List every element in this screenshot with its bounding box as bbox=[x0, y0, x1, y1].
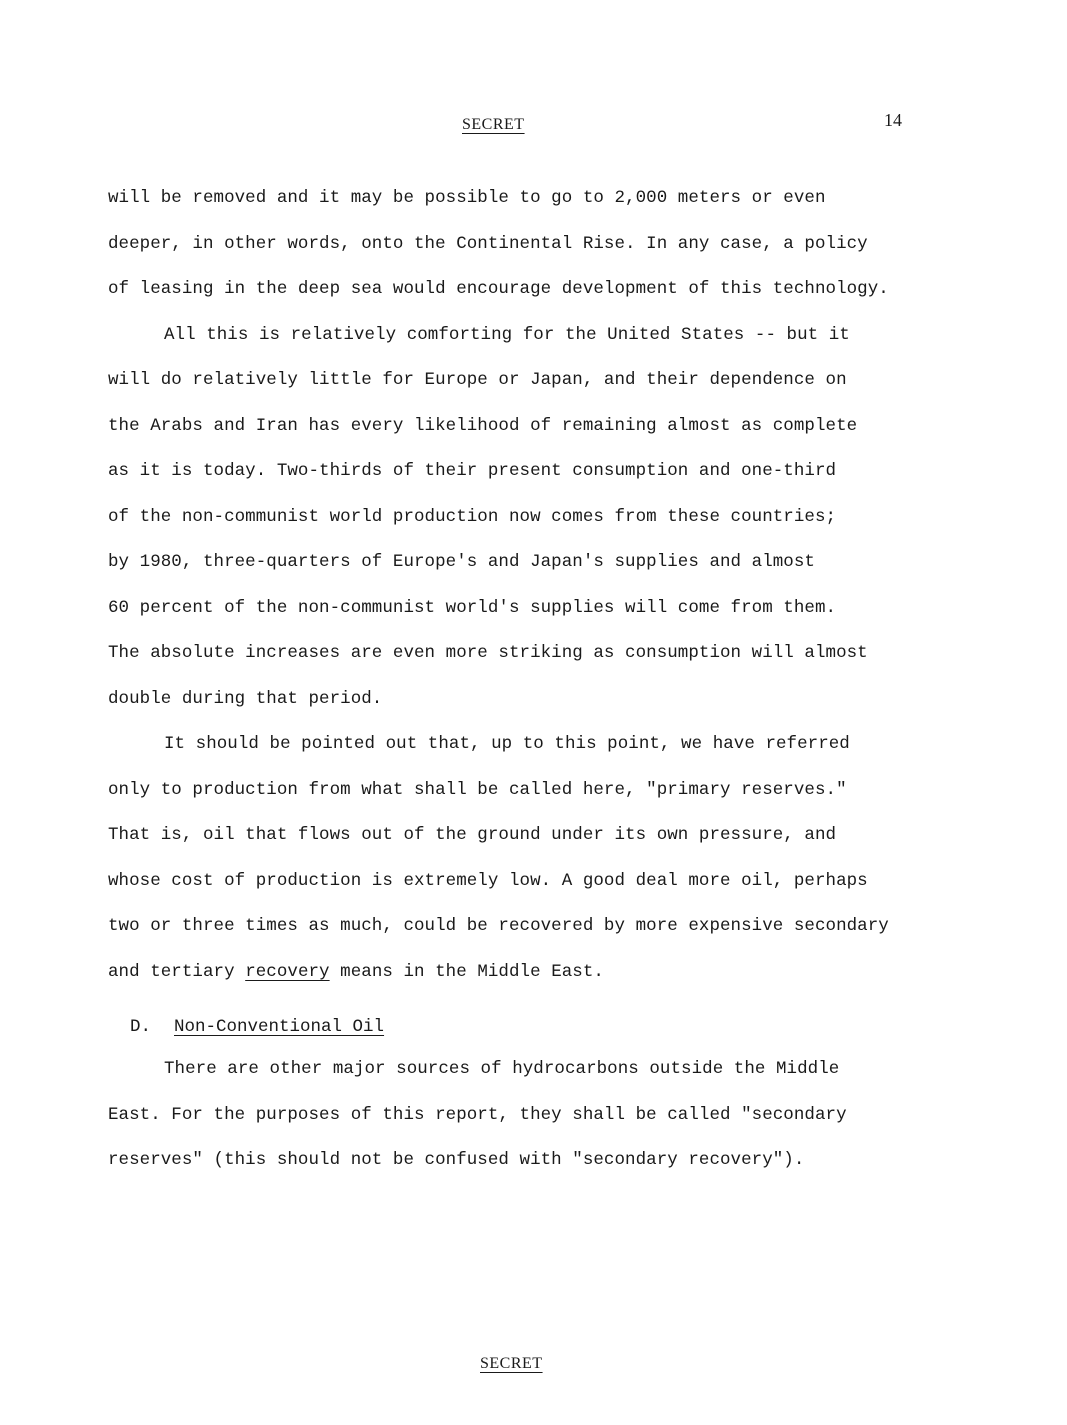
text-line-mixed bbox=[108, 950, 958, 996]
text-line: reserves" (this should not be confused with "secondary recovery"). bbox=[108, 1150, 805, 1170]
text-line: two or three times as much, could be recovered by more expensive secondary bbox=[108, 916, 889, 936]
text-line: double during that period. bbox=[108, 688, 383, 709]
page-number: 14 bbox=[884, 110, 902, 130]
section-letter: D. bbox=[130, 1017, 152, 1037]
text-span: and tertiary bbox=[108, 961, 246, 982]
text-line: deeper, in other words, onto the Continental Rise. In any case, a policy bbox=[108, 233, 868, 254]
underlined-word: recovery bbox=[245, 961, 330, 982]
text-line: It should be pointed out that, up to this point, we have referred bbox=[164, 734, 850, 754]
text-line: as it is today. Two-thirds of their present consumption and one-third bbox=[108, 461, 837, 481]
text-span: means in the Middle East. bbox=[329, 961, 604, 982]
text-line: There are other major sources of hydrocarbons outside the Middle bbox=[164, 1059, 840, 1079]
text-line: All this is relatively comforting for the United States -- but it bbox=[164, 324, 850, 345]
section-heading bbox=[108, 1007, 958, 1047]
footer-classification: SECRET bbox=[480, 1355, 543, 1372]
paragraph-secondary-reserves bbox=[108, 1047, 958, 1184]
paragraph-dependence bbox=[108, 313, 958, 723]
text-line: The absolute increases are even more striking as consumption will almost bbox=[108, 643, 868, 663]
text-line: of the non-communist world production now comes from these countries; bbox=[108, 506, 837, 527]
text-line: will do relatively little for Europe or Japan, and their dependence on bbox=[108, 370, 847, 390]
text-line: of leasing in the deep sea would encourage development of this technology. bbox=[108, 279, 889, 299]
text-line: by 1980, three-quarters of Europe's and Japan's supplies and almost bbox=[108, 552, 815, 572]
text-line: East. For the purposes of this report, they shall be called "secondary bbox=[108, 1104, 847, 1125]
text-line: whose cost of production is extremely low. A good deal more oil, perhaps bbox=[108, 870, 868, 891]
text-line: the Arabs and Iran has every likelihood of remaining almost as complete bbox=[108, 415, 858, 436]
section-title: Non-Conventional Oil bbox=[174, 1017, 385, 1037]
paragraph-primary-reserves bbox=[108, 722, 958, 995]
text-line: 60 percent of the non-communist world's supplies will come from them. bbox=[108, 597, 837, 618]
header-classification: SECRET bbox=[462, 116, 525, 133]
text-line: will be removed and it may be possible to go to 2,000 meters or even bbox=[108, 188, 826, 208]
document-body bbox=[108, 176, 958, 1184]
text-line: only to production from what shall be called here, "primary reserves." bbox=[108, 779, 847, 800]
text-line: That is, oil that flows out of the ground under its own pressure, and bbox=[108, 825, 837, 845]
paragraph-continuation bbox=[108, 176, 958, 313]
